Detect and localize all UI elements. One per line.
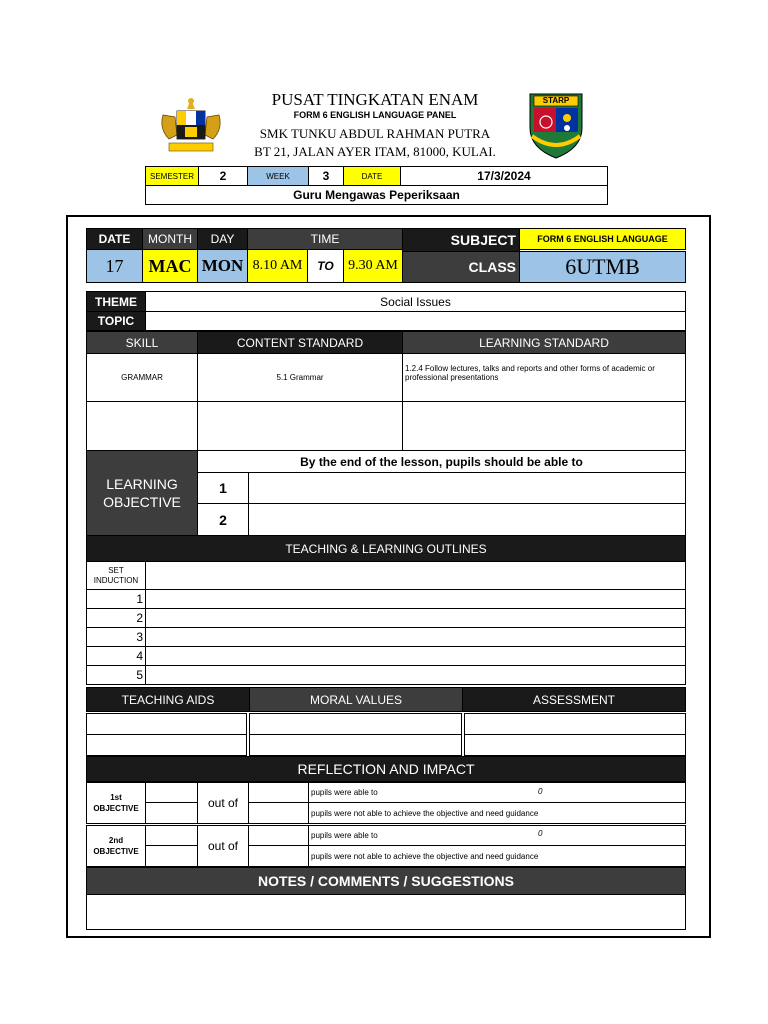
outline-step-number: 5 [86, 665, 146, 685]
second-able-text: pupils were able to [308, 825, 686, 846]
second-out-of: out of [197, 825, 249, 867]
first-total-able[interactable] [248, 782, 309, 803]
second-able-count[interactable] [145, 825, 198, 846]
objective-1-field[interactable] [248, 472, 686, 504]
time-to: TO [307, 249, 344, 283]
week-label: WEEK [247, 166, 309, 186]
objective-intro: By the end of the lesson, pupils should be able to [197, 450, 686, 473]
outline-step-field[interactable] [145, 665, 686, 685]
class-value: 6UTMB [519, 251, 686, 283]
second-not-able-text: pupils were not able to achieve the objective and need guidance [308, 845, 686, 867]
theme-label: THEME [86, 291, 146, 312]
month-header: MONTH [142, 228, 198, 250]
government-crest [155, 95, 227, 155]
teaching-aids-header: TEACHING AIDS [86, 687, 250, 712]
crest-label: STARP [542, 96, 570, 105]
first-total-not-able[interactable] [248, 802, 309, 824]
date-label: DATE [343, 166, 401, 186]
second-total-able[interactable] [248, 825, 309, 846]
second-not-able-count[interactable] [145, 845, 198, 867]
first-not-able-count[interactable] [145, 802, 198, 824]
semester-label: SEMESTER [145, 166, 199, 186]
outlines-header: TEACHING & LEARNING OUTLINES [86, 535, 686, 562]
outline-step-field[interactable] [145, 627, 686, 647]
time-end: 9.30 AM [343, 249, 403, 283]
outline-step-field[interactable] [145, 589, 686, 609]
time-start: 8.10 AM [247, 249, 308, 283]
objective-number-1: 1 [197, 472, 249, 504]
day-value: MON [197, 249, 248, 283]
second-objective-label: 2nd OBJECTIVE [86, 825, 146, 867]
notes-header: NOTES / COMMENTS / SUGGESTIONS [86, 867, 686, 895]
skill-empty [86, 401, 198, 451]
time-header: TIME [247, 228, 403, 250]
duty-note: Guru Mengawas Peperiksaan [145, 185, 608, 205]
subject-value: FORM 6 ENGLISH LANGUAGE [519, 228, 686, 250]
day-header: DAY [197, 228, 248, 250]
outline-step-number: 1 [86, 589, 146, 609]
notes-field[interactable] [86, 894, 686, 930]
subject-label: SUBJECT [402, 228, 520, 252]
content-empty [197, 401, 403, 451]
content-standard-value: 5.1 Grammar [197, 353, 403, 402]
set-induction-label: SET INDUCTION [86, 561, 146, 590]
outline-step-number: 2 [86, 608, 146, 628]
assessment-field[interactable] [464, 734, 686, 756]
skill-header: SKILL [86, 331, 198, 354]
learning-standard-value: 1.2.4 Follow lectures, talks and reports and other forms of academic or professional presentations [402, 353, 686, 402]
school-crest [526, 92, 586, 160]
teaching-aids-field[interactable] [86, 713, 247, 735]
first-able-text: pupils were able to [308, 782, 686, 803]
moral-values-field[interactable] [249, 734, 462, 756]
date-value-cell: 17 [86, 249, 143, 283]
learning-standard-header: LEARNING STANDARD [402, 331, 686, 354]
month-value: MAC [142, 249, 198, 283]
class-label: CLASS [402, 251, 520, 283]
second-total-not-able[interactable] [248, 845, 309, 867]
objective-number-2: 2 [197, 503, 249, 536]
first-able-value: 0 [538, 787, 543, 796]
outline-step-number: 3 [86, 627, 146, 647]
set-induction-field[interactable] [145, 561, 686, 590]
first-objective-label: 1st OBJECTIVE [86, 782, 146, 824]
first-able-count[interactable] [145, 782, 198, 803]
date-value: 17/3/2024 [400, 166, 608, 186]
second-able-value: 0 [538, 829, 543, 838]
assessment-header: ASSESSMENT [462, 687, 686, 712]
school-address: BT 21, JALAN AYER ITAM, 81000, KULAI. [254, 144, 496, 159]
assessment-field[interactable] [464, 713, 686, 735]
outline-step-number: 4 [86, 646, 146, 666]
moral-values-header: MORAL VALUES [249, 687, 463, 712]
school-name: SMK TUNKU ABDUL RAHMAN PUTRA [259, 126, 491, 141]
outline-step-field[interactable] [145, 646, 686, 666]
first-not-able-text: pupils were not able to achieve the objective and need guidance [308, 802, 686, 824]
semester-value: 2 [198, 166, 248, 186]
skill-value: GRAMMAR [86, 353, 198, 402]
first-out-of: out of [197, 782, 249, 824]
date-header: DATE [86, 228, 143, 250]
reflection-header: REFLECTION AND IMPACT [86, 756, 686, 782]
panel-name: FORM 6 ENGLISH LANGUAGE PANEL [293, 110, 457, 120]
outline-step-field[interactable] [145, 608, 686, 628]
week-value: 3 [308, 166, 344, 186]
moral-values-field[interactable] [249, 713, 462, 735]
centre-title: PUSAT TINGKATAN ENAM [271, 90, 479, 109]
content-standard-header: CONTENT STANDARD [197, 331, 403, 354]
learning-objective-label: LEARNING OBJECTIVE [86, 450, 198, 536]
topic-value [145, 311, 686, 331]
learning-empty [402, 401, 686, 451]
teaching-aids-field[interactable] [86, 734, 247, 756]
objective-2-field[interactable] [248, 503, 686, 536]
theme-value: Social Issues [145, 291, 686, 312]
topic-label: TOPIC [86, 311, 146, 331]
